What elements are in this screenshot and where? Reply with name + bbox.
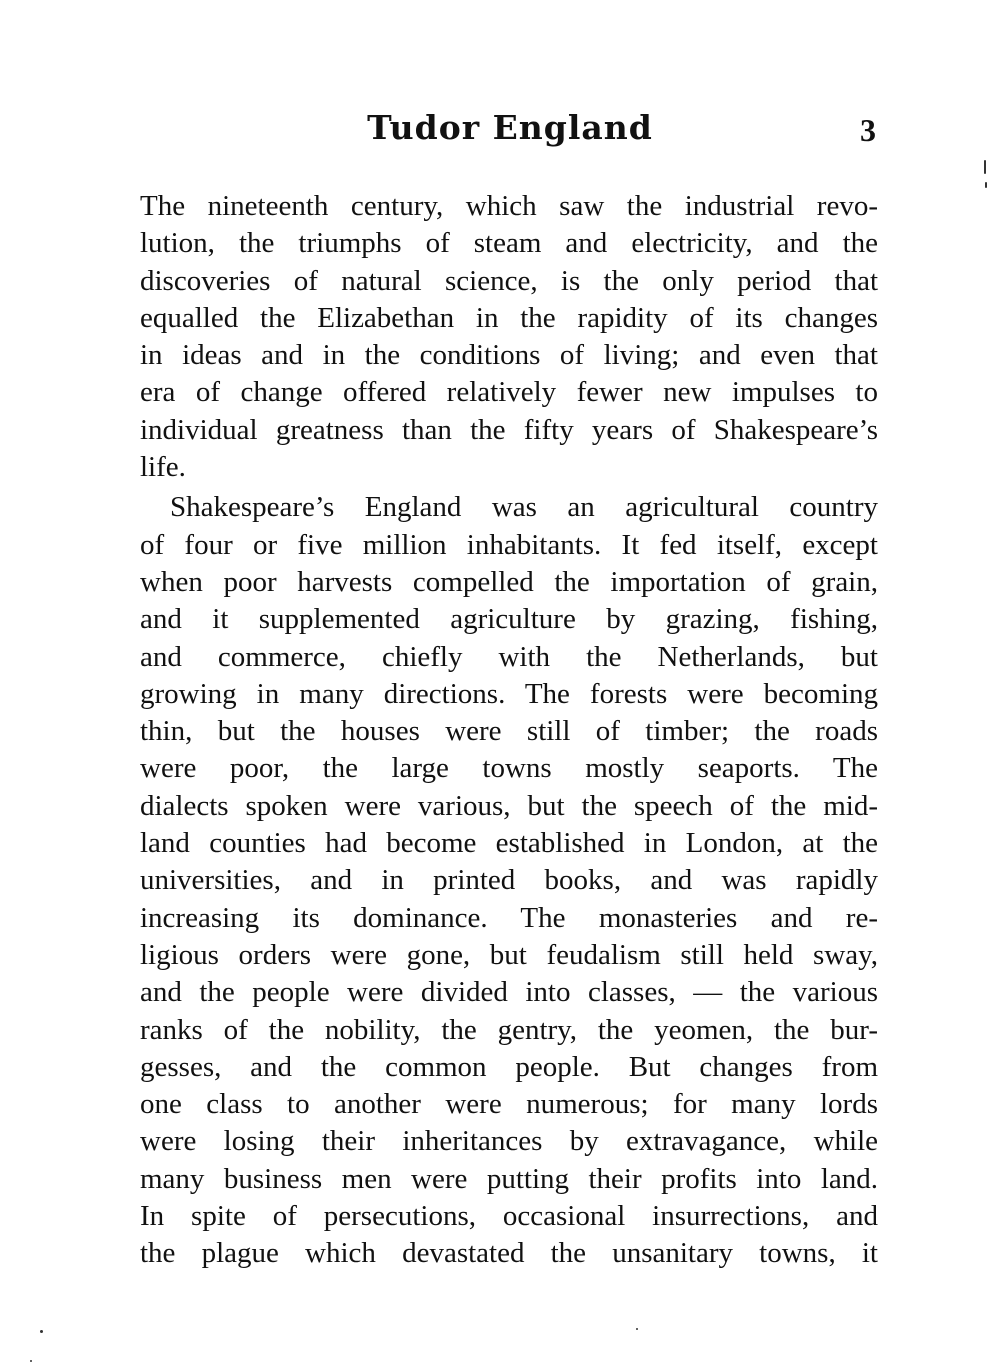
text-line: life. xyxy=(140,451,186,484)
scan-mark xyxy=(985,182,987,188)
text-line: individual greatness than the fifty years of Shakespeare’s xyxy=(140,413,878,446)
text-line: gesses, and the common people. But changes from xyxy=(140,1050,878,1083)
scan-speck xyxy=(636,1328,638,1330)
text-line: one class to another were numerous; for many lords xyxy=(140,1088,878,1121)
text-line: and the people were divided into classes, — the various xyxy=(140,976,878,1009)
text-line: lution, the triumphs of steam and electricity, and the xyxy=(140,227,878,260)
text-line: the plague which devastated the unsanitary towns, it xyxy=(140,1237,878,1270)
text-line: universities, and in printed books, and was rapidly xyxy=(140,864,878,897)
text-line: growing in many directions. The forests were becoming xyxy=(140,677,878,710)
text-line: dialects spoken were various, but the speech of the mid- xyxy=(140,789,878,822)
scan-speck xyxy=(40,1330,43,1333)
text-line: The nineteenth century, which saw the industrial revo- xyxy=(140,190,878,222)
text-line: ligious orders were gone, but feudalism still held sway, xyxy=(140,938,878,971)
text-line: thin, but the houses were still of timber; the roads xyxy=(140,715,878,748)
text-line: many business men were putting their profits into land. xyxy=(140,1162,878,1195)
text-line: discoveries of natural science, is the only period that xyxy=(140,264,878,297)
paragraph xyxy=(140,188,878,486)
running-head xyxy=(140,108,880,154)
text-line: ranks of the nobility, the gentry, the yeomen, the bur- xyxy=(140,1013,878,1046)
text-line: when poor harvests compelled the importation of grain, xyxy=(140,565,878,598)
page-number: 3 xyxy=(860,112,876,148)
text-line: and it supplemented agriculture by grazing, fishing, xyxy=(140,603,878,636)
text-line: and commerce, chiefly with the Netherlands, but xyxy=(140,640,878,673)
text-line: were losing their inheritances by extravagance, while xyxy=(140,1125,878,1158)
text-line: equalled the Elizabethan in the rapidity of its changes xyxy=(140,301,878,334)
paragraph xyxy=(140,489,878,1272)
text-line: increasing its dominance. The monasteries and re- xyxy=(140,901,878,934)
scan-mark xyxy=(984,160,986,174)
text-line: land counties had become established in London, at the xyxy=(140,827,878,860)
body-text xyxy=(140,188,878,1273)
scan-speck xyxy=(30,1360,32,1362)
text-line: Shakespeare’s England was an agricultural country xyxy=(170,491,878,524)
text-line: era of change offered relatively fewer new impulses to xyxy=(140,376,878,409)
text-line: of four or five million inhabitants. It fed itself, except xyxy=(140,528,878,561)
running-title: Tudor England xyxy=(367,108,653,147)
text-line: In spite of persecutions, occasional insurrections, and xyxy=(140,1200,878,1233)
text-line: were poor, the large towns mostly seaports. The xyxy=(140,752,878,785)
text-line: in ideas and in the conditions of living; and even that xyxy=(140,339,878,372)
